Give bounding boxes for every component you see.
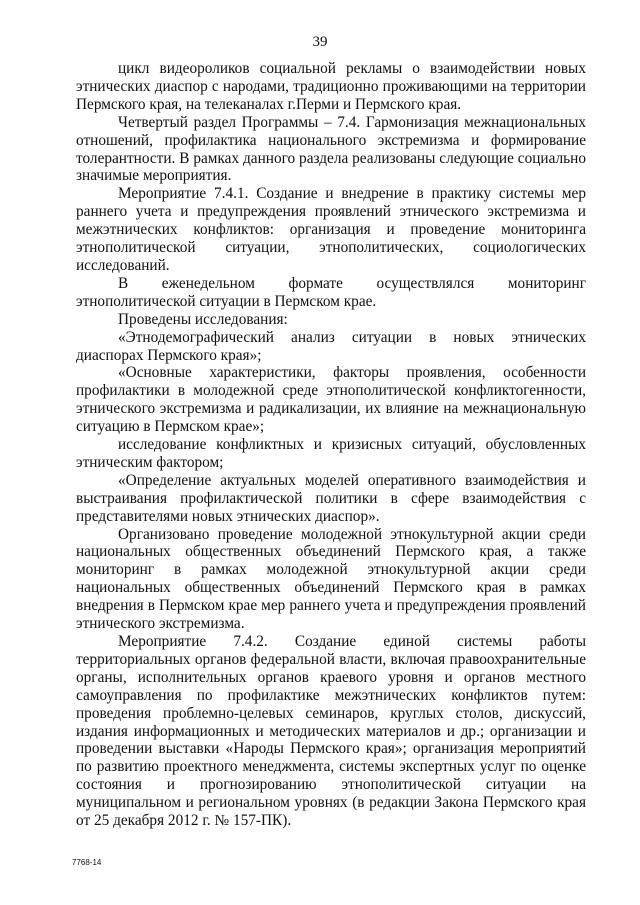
paragraph-measure-7-4-1: Мероприятие 7.4.1. Создание и внедрение в практику системы мер раннего учета и предупреждения проявлений этнического экстремизма и межэтнических конфликтов: организация и проведение мониторинга этнополитической ситуации, этнополитических, социологических исследований. xyxy=(76,185,586,274)
page-number: 39 xyxy=(312,34,328,50)
paragraph-research-intro: Проведены исследования: xyxy=(118,310,288,328)
paragraph-youth-action: Организовано проведение молодежной этнокультурной акции среди национальных общественных объединений Пермского края, а также мониторинг в рамках молодежной этнокультурной акции среди национальных общественных объединений Пермского края в рамках внедрения в Пермском крае мер раннего учета и предупреждения проявлений этнического экстремизма. xyxy=(76,525,586,633)
document-body xyxy=(76,60,586,830)
paragraph-video-series: цикл видеороликов социальной рекламы о взаимодействии новых этнических диаспор с народами, традиционно проживающими на территории Пермского края, на телеканалах г.Перми и Пермского края. xyxy=(76,60,586,113)
paragraph-research-item-4: «Определение актуальных моделей оперативного взаимодействия и выстраивания профилактической политики в сфере взаимодействия с представителями новых этнических диаспор». xyxy=(76,471,586,525)
paragraph-research-item-1: «Этнодемографический анализ ситуации в новых этнических диаспорах Пермского края»; xyxy=(76,328,586,364)
paragraph-measure-7-4-2: Мероприятие 7.4.2. Создание единой системы работы территориальных органов федеральной власти, включая правоохранительные органы, исполнительных органов краевого уровня и органов местного самоуправления по профилактике межэтнических конфликтов путем: проведения проблемно-целевых семинаров, круглых столов, дискуссий, издания информационных и методических материалов и др.; организации и проведении выставки «Народы Пермского края»; организация мероприятий по развитию проектного менеджмента, системы экспертных услуг по оценке состояния и прогнозированию этнополитической ситуации на муниципальном и региональном уровнях (в редакции Закона Пермского края от 25 декабря 2012 г. № 157-ПК). xyxy=(76,633,586,830)
footer-document-code: 7768-14 xyxy=(72,858,102,867)
paragraph-weekly-monitoring: В еженедельном формате осуществлялся мониторинг этнополитической ситуации в Пермском крае. xyxy=(76,274,586,310)
paragraph-section-four: Четвертый раздел Программы – 7.4. Гармонизация межнациональных отношений, профилактика национального экстремизма и формирование толерантности. В рамках данного раздела реализованы следующие социально значимые мероприятия. xyxy=(76,113,586,185)
paragraph-research-item-2: «Основные характеристики, факторы проявления, особенности профилактики в молодежной среде этнополитической конфликтогенности, этнического экстремизма и радикализации, их влияние на межнациональную ситуацию в Пермском крае»; xyxy=(76,364,586,436)
paragraph-research-item-3: исследование конфликтных и кризисных ситуаций, обусловленных этническим фактором; xyxy=(76,436,586,471)
